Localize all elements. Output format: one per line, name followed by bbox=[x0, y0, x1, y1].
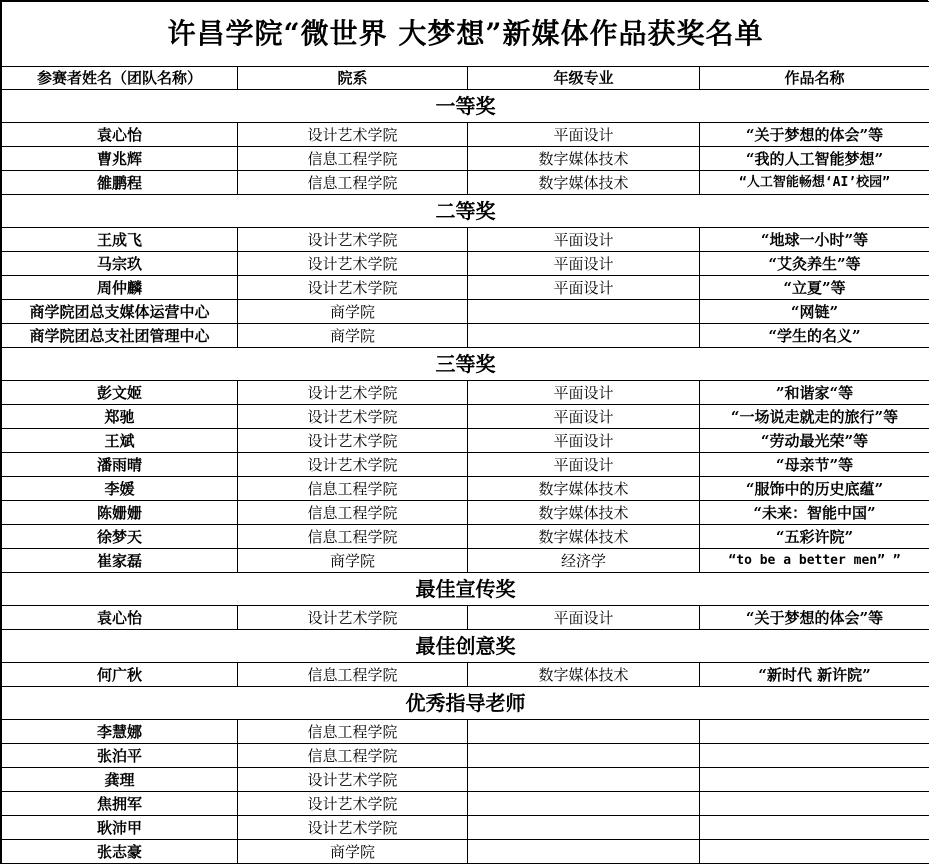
cell-department: 设计艺术学院 bbox=[238, 405, 468, 429]
cell-work: “未来：智能中国” bbox=[700, 501, 929, 525]
cell-work: “一场说走就走的旅行”等 bbox=[700, 405, 929, 429]
table-row bbox=[2, 429, 929, 453]
section-title: 最佳宣传奖 bbox=[2, 573, 929, 606]
cell-work: ”和谐家“等 bbox=[700, 381, 929, 405]
cell-name: 商学院团总支媒体运营中心 bbox=[2, 300, 238, 324]
cell-department: 信息工程学院 bbox=[238, 525, 468, 549]
section-row bbox=[2, 195, 929, 228]
cell-name: 周仲麟 bbox=[2, 276, 238, 300]
table-row bbox=[2, 324, 929, 348]
header-work: 作品名称 bbox=[700, 67, 929, 90]
cell-work: “艾灸养生”等 bbox=[700, 252, 929, 276]
section-row bbox=[2, 573, 929, 606]
table-row bbox=[2, 453, 929, 477]
cell-major: 平面设计 bbox=[468, 606, 700, 630]
cell-major: 数字媒体技术 bbox=[468, 171, 700, 195]
table-row bbox=[2, 720, 929, 744]
cell-department: 设计艺术学院 bbox=[238, 252, 468, 276]
table-row bbox=[2, 663, 929, 687]
section-row bbox=[2, 630, 929, 663]
cell-work: “母亲节”等 bbox=[700, 453, 929, 477]
cell-major bbox=[468, 720, 700, 744]
cell-name: 耿沛甲 bbox=[2, 816, 238, 840]
table-row bbox=[2, 147, 929, 171]
cell-major: 平面设计 bbox=[468, 429, 700, 453]
section-row bbox=[2, 348, 929, 381]
cell-name: 李媛 bbox=[2, 477, 238, 501]
cell-department: 商学院 bbox=[238, 840, 468, 864]
cell-department: 商学院 bbox=[238, 549, 468, 573]
table-row bbox=[2, 405, 929, 429]
header-name: 参赛者姓名（团队名称） bbox=[2, 67, 238, 90]
cell-major bbox=[468, 840, 700, 864]
cell-work: “五彩许院” bbox=[700, 525, 929, 549]
cell-work: “关于梦想的体会”等 bbox=[700, 606, 929, 630]
cell-name: 焦拥军 bbox=[2, 792, 238, 816]
cell-work bbox=[700, 768, 929, 792]
cell-department: 信息工程学院 bbox=[238, 171, 468, 195]
cell-department: 信息工程学院 bbox=[238, 720, 468, 744]
cell-work bbox=[700, 816, 929, 840]
cell-work bbox=[700, 720, 929, 744]
title-row bbox=[2, 2, 929, 67]
cell-name: 曹兆辉 bbox=[2, 147, 238, 171]
cell-department: 信息工程学院 bbox=[238, 501, 468, 525]
cell-department: 设计艺术学院 bbox=[238, 429, 468, 453]
cell-department: 设计艺术学院 bbox=[238, 228, 468, 252]
table-row bbox=[2, 768, 929, 792]
section-title: 一等奖 bbox=[2, 90, 929, 123]
cell-major bbox=[468, 792, 700, 816]
cell-work: “服饰中的历史底蕴” bbox=[700, 477, 929, 501]
cell-major: 经济学 bbox=[468, 549, 700, 573]
cell-major bbox=[468, 816, 700, 840]
cell-major: 平面设计 bbox=[468, 453, 700, 477]
cell-major bbox=[468, 744, 700, 768]
table-row bbox=[2, 300, 929, 324]
cell-work bbox=[700, 792, 929, 816]
cell-name: 龚理 bbox=[2, 768, 238, 792]
cell-work: “新时代 新许院” bbox=[700, 663, 929, 687]
cell-department: 信息工程学院 bbox=[238, 744, 468, 768]
cell-work: “关于梦想的体会”等 bbox=[700, 123, 929, 147]
table-row bbox=[2, 501, 929, 525]
cell-major: 平面设计 bbox=[468, 405, 700, 429]
table-row bbox=[2, 228, 929, 252]
cell-department: 商学院 bbox=[238, 324, 468, 348]
table-row bbox=[2, 123, 929, 147]
cell-work: “劳动最光荣”等 bbox=[700, 429, 929, 453]
cell-major: 平面设计 bbox=[468, 228, 700, 252]
cell-name: 雒鹏程 bbox=[2, 171, 238, 195]
cell-name: 袁心怡 bbox=[2, 606, 238, 630]
cell-name: 王成飞 bbox=[2, 228, 238, 252]
cell-major: 数字媒体技术 bbox=[468, 525, 700, 549]
cell-work: “网链” bbox=[700, 300, 929, 324]
award-table bbox=[1, 1, 929, 864]
cell-name: 彭文姬 bbox=[2, 381, 238, 405]
cell-department: 设计艺术学院 bbox=[238, 276, 468, 300]
cell-name: 张志豪 bbox=[2, 840, 238, 864]
cell-department: 设计艺术学院 bbox=[238, 606, 468, 630]
section-title: 优秀指导老师 bbox=[2, 687, 929, 720]
cell-name: 袁心怡 bbox=[2, 123, 238, 147]
table-row bbox=[2, 252, 929, 276]
cell-major: 数字媒体技术 bbox=[468, 477, 700, 501]
cell-name: 商学院团总支社团管理中心 bbox=[2, 324, 238, 348]
section-title: 二等奖 bbox=[2, 195, 929, 228]
cell-department: 设计艺术学院 bbox=[238, 792, 468, 816]
cell-major: 平面设计 bbox=[468, 252, 700, 276]
cell-department: 商学院 bbox=[238, 300, 468, 324]
section-row bbox=[2, 90, 929, 123]
cell-name: 王斌 bbox=[2, 429, 238, 453]
cell-name: 陈姗姗 bbox=[2, 501, 238, 525]
cell-major: 数字媒体技术 bbox=[468, 663, 700, 687]
page-title: 许昌学院“微世界 大梦想”新媒体作品获奖名单 bbox=[2, 2, 929, 67]
section-row bbox=[2, 687, 929, 720]
cell-department: 设计艺术学院 bbox=[238, 453, 468, 477]
cell-work: “人工智能畅想‘AI’校园” bbox=[700, 171, 929, 195]
cell-major: 平面设计 bbox=[468, 381, 700, 405]
cell-work bbox=[700, 744, 929, 768]
table-row bbox=[2, 525, 929, 549]
cell-major bbox=[468, 300, 700, 324]
cell-major: 平面设计 bbox=[468, 123, 700, 147]
cell-department: 信息工程学院 bbox=[238, 477, 468, 501]
cell-major bbox=[468, 768, 700, 792]
section-title: 三等奖 bbox=[2, 348, 929, 381]
cell-name: 徐梦天 bbox=[2, 525, 238, 549]
table-row bbox=[2, 477, 929, 501]
table-row bbox=[2, 276, 929, 300]
section-title: 最佳创意奖 bbox=[2, 630, 929, 663]
header-row bbox=[2, 67, 929, 90]
cell-department: 设计艺术学院 bbox=[238, 381, 468, 405]
header-major: 年级专业 bbox=[468, 67, 700, 90]
cell-name: 崔家磊 bbox=[2, 549, 238, 573]
table-row bbox=[2, 606, 929, 630]
cell-major: 数字媒体技术 bbox=[468, 501, 700, 525]
cell-department: 信息工程学院 bbox=[238, 663, 468, 687]
table-row bbox=[2, 744, 929, 768]
cell-work: “学生的名义” bbox=[700, 324, 929, 348]
cell-major bbox=[468, 324, 700, 348]
cell-department: 设计艺术学院 bbox=[238, 768, 468, 792]
cell-work: “to be a better men” ” bbox=[700, 549, 929, 573]
cell-name: 郑驰 bbox=[2, 405, 238, 429]
cell-name: 李慧娜 bbox=[2, 720, 238, 744]
table-row bbox=[2, 171, 929, 195]
cell-work bbox=[700, 840, 929, 864]
table-row bbox=[2, 381, 929, 405]
cell-name: 张泊平 bbox=[2, 744, 238, 768]
cell-major: 数字媒体技术 bbox=[468, 147, 700, 171]
cell-work: “我的人工智能梦想” bbox=[700, 147, 929, 171]
cell-name: 马宗玖 bbox=[2, 252, 238, 276]
cell-work: “地球一小时”等 bbox=[700, 228, 929, 252]
cell-name: 潘雨晴 bbox=[2, 453, 238, 477]
cell-work: “立夏”等 bbox=[700, 276, 929, 300]
cell-department: 设计艺术学院 bbox=[238, 123, 468, 147]
table-row bbox=[2, 549, 929, 573]
table-row bbox=[2, 840, 929, 864]
table-row bbox=[2, 792, 929, 816]
cell-name: 何广秋 bbox=[2, 663, 238, 687]
cell-major: 平面设计 bbox=[468, 276, 700, 300]
cell-department: 设计艺术学院 bbox=[238, 816, 468, 840]
table-row bbox=[2, 816, 929, 840]
cell-department: 信息工程学院 bbox=[238, 147, 468, 171]
header-department: 院系 bbox=[238, 67, 468, 90]
